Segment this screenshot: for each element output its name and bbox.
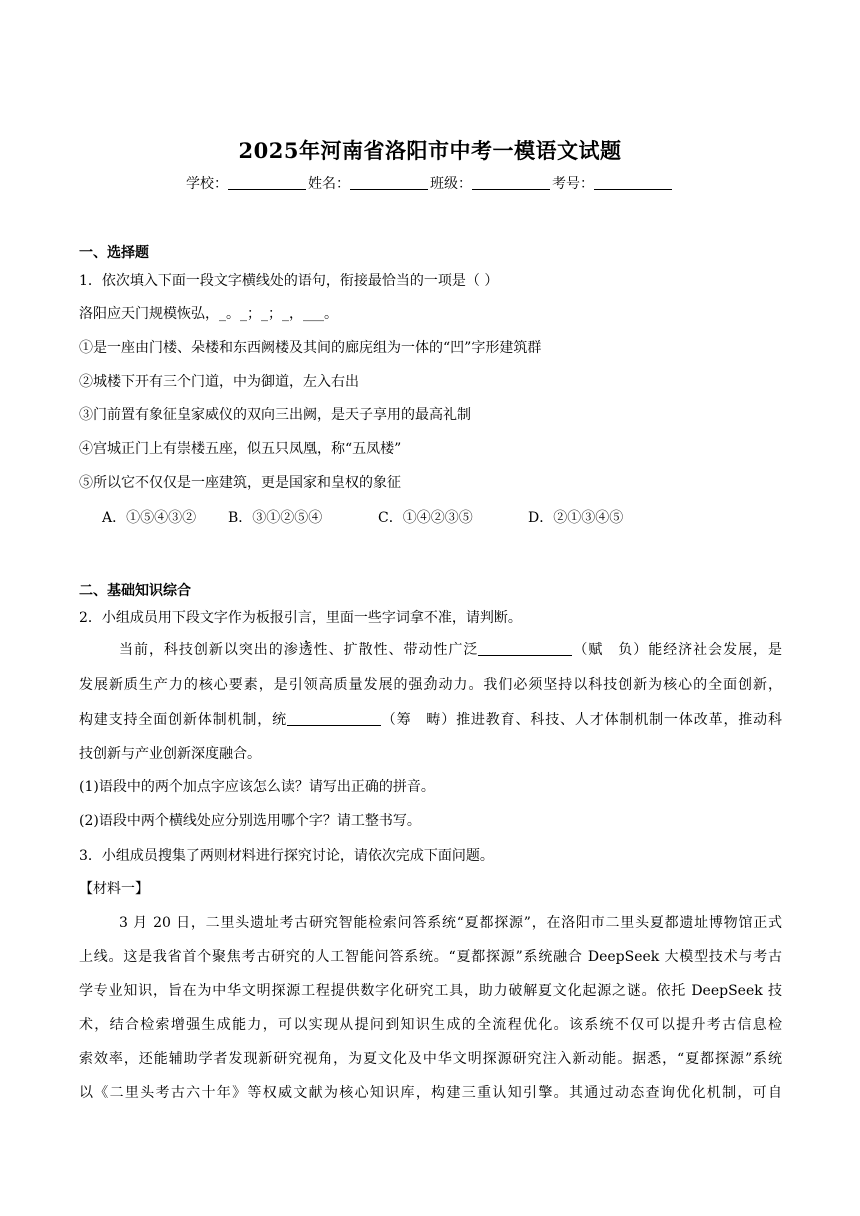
name-label: 姓名：: [308, 176, 350, 192]
material1-line: [79, 1048, 782, 1068]
q2-paragraph-line: [79, 709, 782, 729]
material1-text: 以《二里头考古六十年》等权威文献为核心知识库，构建三重认知引擎。其通过动态查询优化机制，可自: [79, 1085, 782, 1101]
exam-number-blank[interactable]: [594, 175, 672, 190]
section1-heading: 一、选择题: [79, 245, 149, 261]
material1-line: [79, 1014, 782, 1034]
q1-option-d[interactable]: D．②①③④⑤: [528, 510, 624, 526]
exam-number-label: 考号：: [552, 176, 594, 192]
answer-blank-2[interactable]: [287, 711, 381, 726]
q2-text: 当前，科技创新以突出的渗: [119, 642, 299, 658]
school-label: 学校：: [186, 176, 228, 192]
school-blank[interactable]: [228, 175, 306, 190]
q1-sentence: ④宫城正门上有崇楼五座，似五只凤凰，称“五凤楼”: [79, 441, 402, 457]
q1-lead: 洛阳应天门规模恢弘，_。_；_；_，___。: [79, 306, 338, 322]
q2-sub2: (2)语段中两个横线处应分别选用哪个字？请工整书写。: [79, 813, 421, 829]
material1-text: 3 月 20 日，二里头遗址考古研究智能检索问答系统“夏都探源”，在洛阳市二里头夏都遗址博物馆正式: [119, 915, 782, 931]
material1-line: [79, 980, 782, 1000]
q1-sentence: ⑤所以它不仅仅是一座建筑，更是国家和皇权的象征: [79, 475, 401, 491]
q1-option-a[interactable]: A．①⑤④③②: [102, 510, 197, 526]
material1-text: 术，结合检索增强生成能力，可以实现从提问到知识生成的全流程优化。该系统不仅可以提升考古信息检: [79, 1017, 782, 1033]
q1-option-c[interactable]: C．①④②③⑤: [378, 510, 473, 526]
material1-text: 学专业知识，旨在为中华文明探源工程提供数字化研究工具，助力破解夏文化起源之谜。依托 DeepSeek 技: [79, 983, 782, 999]
q1-sentence: ③门前置有象征皇家威仪的双向三出阙，是天子享用的最高礼制: [79, 407, 471, 423]
dotted-char: 透: [298, 642, 314, 658]
q2-paragraph-line: [79, 674, 782, 694]
q3-stem: 3．小组成员搜集了两则材料进行探究讨论，请依次完成下面问题。: [79, 848, 494, 864]
q2-paragraph-line: 技创新与产业创新深度融合。: [79, 746, 261, 762]
q2-text: 动力。我们必须坚持以科技创新为核心的全面创新，: [438, 677, 783, 693]
material1-text: 上线。这是我省首个聚焦考古研究的人工智能问答系统。“夏都探源”系统融合 DeepSeek 大模型技术与考古: [79, 949, 782, 965]
q1-option-b[interactable]: B．③①②⑤④: [228, 510, 323, 526]
material1-label: 【材料一】: [79, 881, 149, 897]
material1-line: [79, 946, 782, 966]
q1-sentence: ②城楼下开有三个门道，中为御道，左入右出: [79, 374, 359, 390]
material1-line: [79, 1082, 782, 1102]
material1-line: [119, 912, 782, 932]
student-info-line: [0, 173, 860, 193]
q2-text: 性、扩散性、带动性广泛: [313, 642, 479, 658]
exam-title: 2025年河南省洛阳市中考一模语文试题: [238, 138, 622, 163]
q1-sentence: ①是一座由门楼、朵楼和东西阙楼及其间的廊庑组为一体的“凹”字形建筑群: [79, 340, 542, 356]
section2-heading: 二、基础知识综合: [79, 583, 191, 599]
q2-text: 发展新质生产力的核心要素，是引领高质量发展的强: [79, 677, 424, 693]
q2-text: （赋 负）能经济社会发展，是: [572, 642, 783, 658]
class-label: 班级：: [430, 176, 472, 192]
q2-paragraph-line: [119, 639, 782, 659]
material1-text: 索效率，还能辅助学者发现新研究视角，为夏文化及中华文明探源研究注入新动能。据悉，“夏都探源”系统: [79, 1051, 782, 1067]
class-blank[interactable]: [472, 175, 550, 190]
name-blank[interactable]: [350, 175, 428, 190]
q1-stem: 1．依次填入下面一段文字横线处的语句，衔接最恰当的一项是（ ）: [79, 273, 499, 289]
q2-stem: 2．小组成员用下段文字作为板报引言，里面一些字词拿不准，请判断。: [79, 610, 522, 626]
q2-text: 构建支持全面创新体制机制，统: [79, 712, 287, 728]
q2-text: （筹 畴）推进教育、科技、人才体制机制一体改革，推动科: [380, 712, 783, 728]
answer-blank-1[interactable]: [478, 641, 572, 656]
dotted-char: 劲: [423, 677, 439, 693]
q2-sub1: (1)语段中的两个加点字应该怎么读？请写出正确的拼音。: [79, 779, 435, 795]
